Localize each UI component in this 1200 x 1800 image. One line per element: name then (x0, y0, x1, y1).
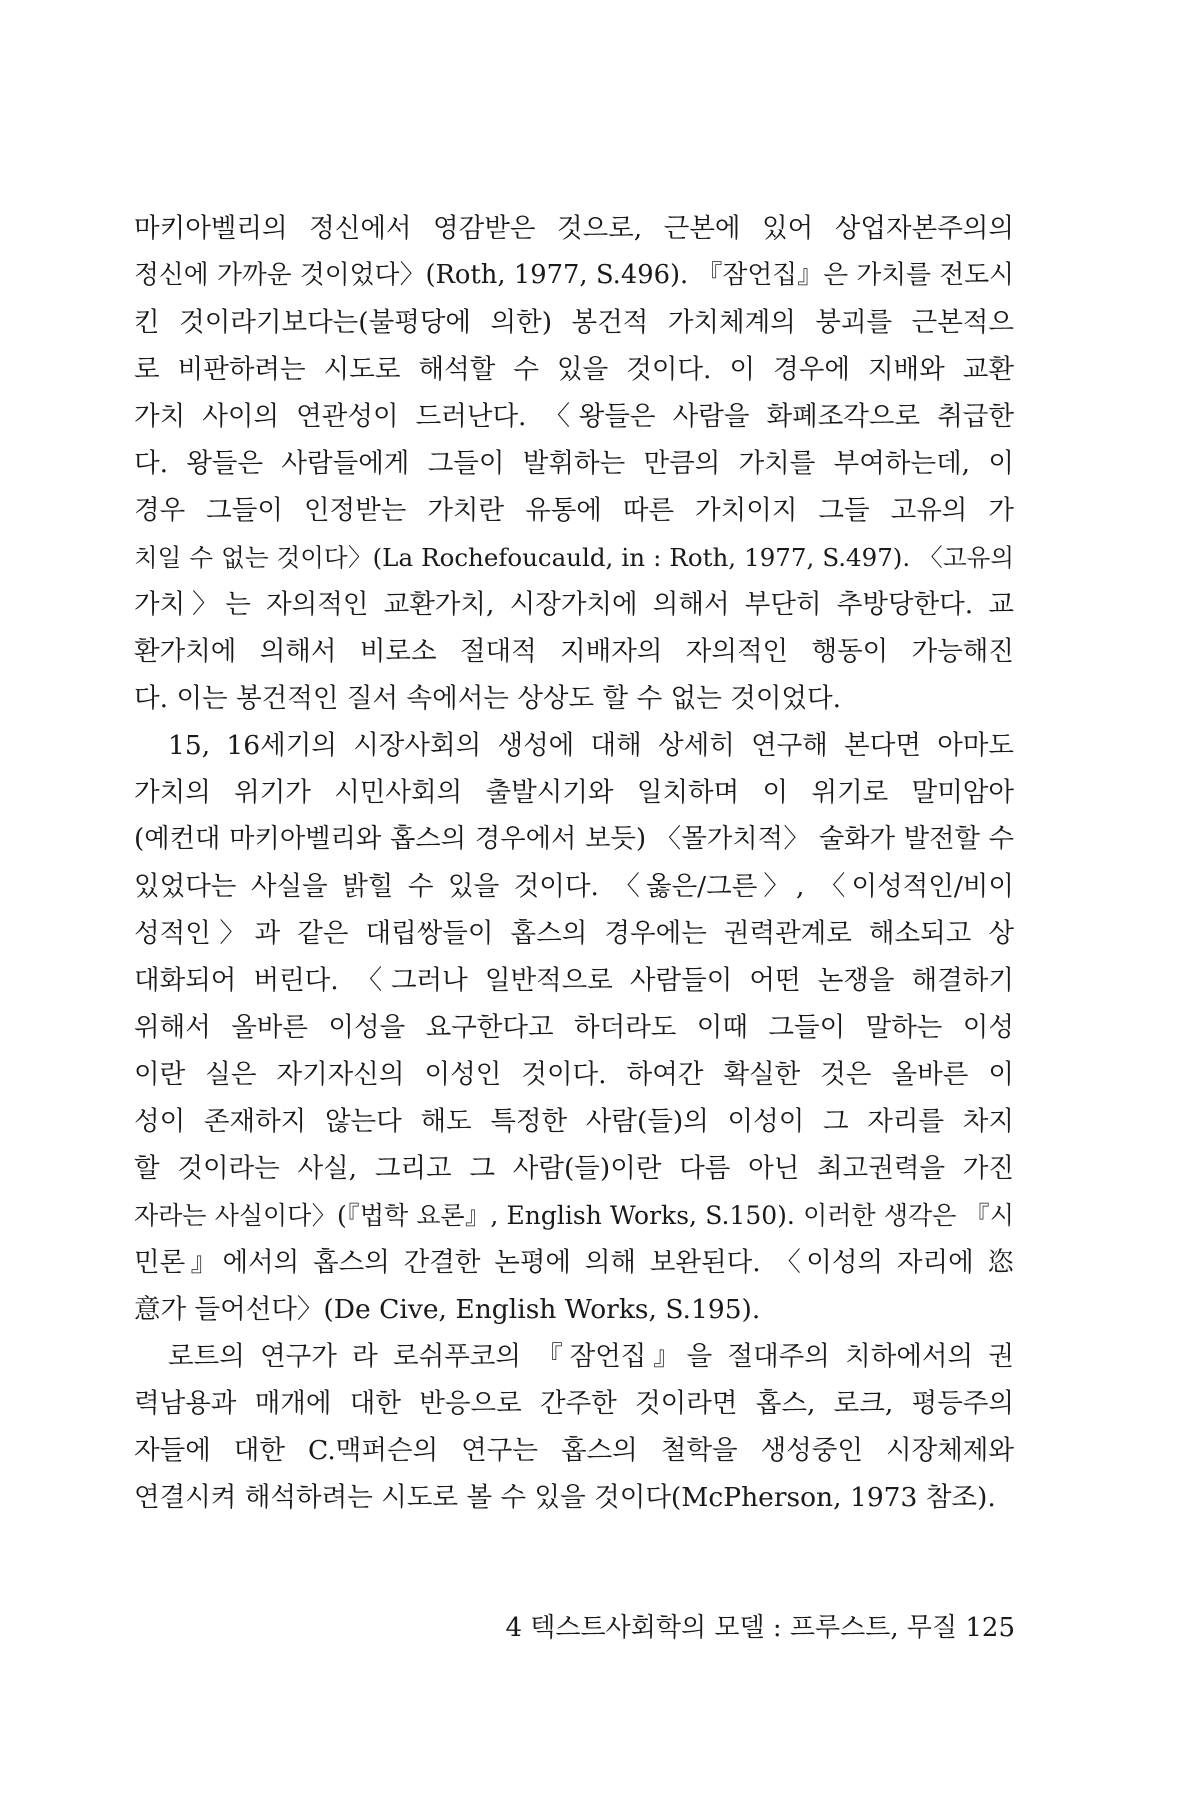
text-line: 로 비판하려는 시도로 해석할 수 있을 것이다. 이 경우에 지배와 교환 (134, 354, 1014, 385)
text-line: 성적인〉과 같은 대립쌍들이 홉스의 경우에는 권력관계로 해소되고 상 (134, 918, 1014, 949)
text-line: 다. 왕들은 사람들에게 그들이 발휘하는 만큼의 가치를 부여하는데, 이 (134, 448, 1014, 479)
page-number: 125 (965, 1613, 1015, 1643)
text-line: 대화되어 버린다. 〈그러나 일반적으로 사람들이 어떤 논쟁을 해결하기 (134, 965, 1014, 996)
text-line: 로트의 연구가 라 로쉬푸코의 『잠언집』을 절대주의 치하에서의 권 (168, 1341, 1014, 1372)
text-line: 민론』에서의 홉스의 간결한 논평에 의해 보완된다. 〈이성의 자리에 恣 (134, 1247, 1014, 1278)
text-line: 력남용과 매개에 대한 반응으로 간주한 것이라면 홉스, 로크, 평등주의 (134, 1388, 1014, 1419)
text-line: 意가 들어선다〉(De Cive, English Works, S.195). (134, 1294, 761, 1325)
text-line: 킨 것이라기보다는(불평당에 의한) 봉건적 가치체계의 붕괴를 근본적으 (134, 307, 1014, 338)
text-line: 이란 실은 자기자신의 이성인 것이다. 하여간 확실한 것은 올바른 이 (134, 1059, 1014, 1090)
text-line: 환가치에 의해서 비로소 절대적 지배자의 자의적인 행동이 가능해진 (134, 636, 1014, 667)
text-line: 가치〉는 자의적인 교환가치, 시장가치에 의해서 부단히 추방당한다. 교 (134, 589, 1014, 620)
page-footer (440, 1610, 1015, 1646)
text-line: 위해서 올바른 이성을 요구한다고 하더라도 이때 그들이 말하는 이성 (134, 1012, 1014, 1043)
text-line: (예컨대 마키아벨리와 홉스의 경우에서 보듯) 〈몰가치적〉 술화가 발전할 수 (134, 824, 1014, 854)
running-head: 4 텍스트사회학의 모델 : 프루스트, 무질 (505, 1613, 958, 1643)
text-line: 가치의 위기가 시민사회의 출발시기와 일치하며 이 위기로 말미암아 (134, 777, 1014, 808)
paragraph-2 (134, 722, 1014, 1333)
text-line: 자라는 사실이다〉(『법학 요론』, English Works, S.150). 이러한 생각은 『시 (134, 1201, 1014, 1230)
paragraph-1 (134, 205, 1014, 722)
text-line: 정신에 가까운 것이었다〉(Roth, 1977, S.496). 『잠언집』은 가치를 전도시 (134, 260, 1014, 290)
text-line: 다. 이는 봉건적인 질서 속에서는 상상도 할 수 없는 것이었다. (134, 683, 842, 714)
text-line: 15, 16세기의 시장사회의 생성에 대해 상세히 연구해 본다면 아마도 (168, 730, 1014, 761)
text-line: 할 것이라는 사실, 그리고 그 사람(들)이란 다름 아닌 최고권력을 가진 (134, 1153, 1014, 1184)
text-line: 연결시켜 해석하려는 시도로 볼 수 있을 것이다(McPherson, 1973 참조). (134, 1482, 996, 1513)
text-line: 가치 사이의 연관성이 드러난다. 〈왕들은 사람을 화폐조각으로 취급한 (134, 401, 1014, 432)
text-line: 경우 그들이 인정받는 가치란 유통에 따른 가치이지 그들 고유의 가 (134, 495, 1014, 526)
text-line: 치일 수 없는 것이다〉(La Rochefoucauld, in : Roth, 1977, S.497). 〈고유의 (134, 543, 1014, 572)
text-line: 있었다는 사실을 밝힐 수 있을 것이다. 〈옳은/그른〉, 〈이성적인/비이 (134, 871, 1014, 902)
paragraph-3 (134, 1333, 1014, 1521)
text-line: 자들에 대한 C.맥퍼슨의 연구는 홉스의 철학을 생성중인 시장체제와 (134, 1435, 1014, 1466)
text-line: 성이 존재하지 않는다 해도 특정한 사람(들)의 이성이 그 자리를 차지 (134, 1106, 1014, 1137)
body-text (134, 205, 1014, 1521)
text-line: 마키아벨리의 정신에서 영감받은 것으로, 근본에 있어 상업자본주의의 (134, 213, 1014, 244)
